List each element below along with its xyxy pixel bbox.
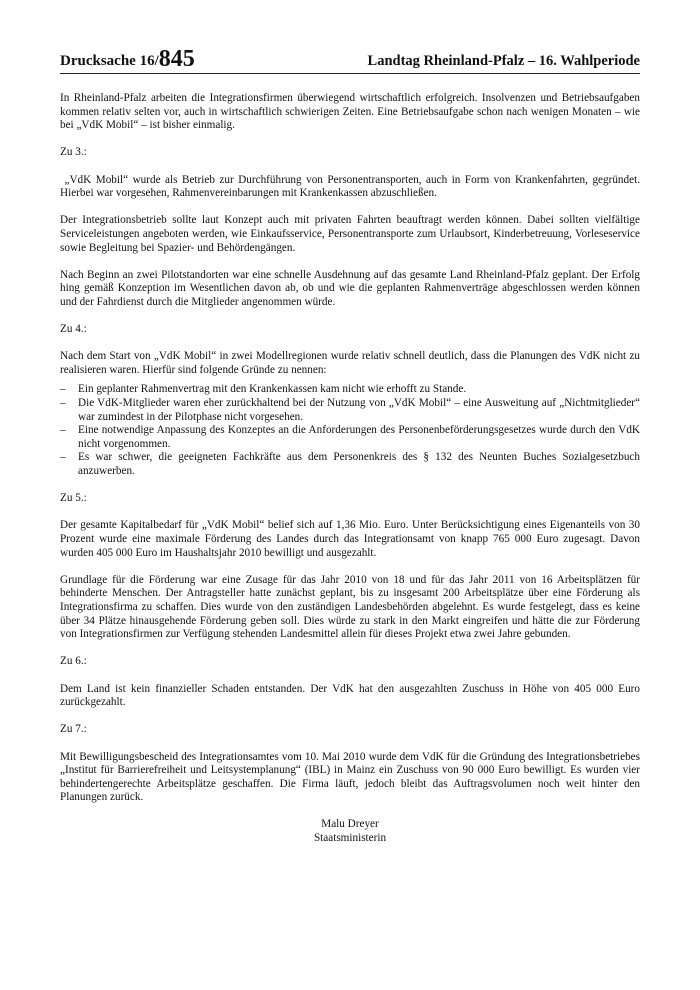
document-number-value: 845	[158, 46, 195, 72]
list-item-text: Die VdK-Mitglieder waren eher zurückhaltend bei der Nutzung von „VdK Mobil“ – eine Ausweitung auf „Nichtmitglieder“ war zumindest in der Pilotphase nicht vorgesehen.	[78, 397, 640, 423]
dash-bullet: –	[60, 424, 66, 437]
zu-5-paragraph-1: Der gesamte Kapitalbedarf für „VdK Mobil“ belief sich auf 1,36 Mio. Euro. Unter Berücksichtigung eines Eigenanteils von 30 Prozent wurde eine maximale Förderung des Landes durch das Integrationsamt von knapp 765 000 Euro zugesagt. Davon wurden 405 000 Euro im Haushaltsjahr 2010 bewilligt und ausgezahlt.	[60, 519, 640, 559]
zu-3-paragraph-3: Nach Beginn an zwei Pilotstandorten war eine schnelle Ausdehnung auf das gesamte Land Rheinland-Pfalz geplant. Der Erfolg hing gemäß Konzeption im Wesentlichen davon ab, ob und wie die geplanten Rahmenverträge abgeschlossen werden können und der Fahrdienst durch die Mitglieder angenommen würde.	[60, 268, 640, 308]
list-item-text: Eine notwendige Anpassung des Konzeptes an die Anforderungen des Personenbeförderungsgesetzes wurde durch den VdK nicht vorgenommen.	[78, 424, 640, 450]
zu-5-paragraph-2: Grundlage für die Förderung war eine Zusage für das Jahr 2010 von 18 und für das Jahr 2011 von 16 Arbeitsplätzen für behinderte Menschen. Der Antragsteller hatte zunächst geplant, bis zu insgesamt 200 Arbeitsplätze über eine Förderung als Integrationsfirma zu schaffen. Dies wurde von den zuständigen Landesbehörden abgelehnt. Es wurde festgelegt, dass es keine über 34 Plätze hinausgehende Förderung geben soll. Dies würde zu stark in den Markt eingreifen und hätte die zur Förderung von Integrationsfirmen zur Verfügung stehenden Landesmittel allein für dieses Projekt etwa zwei Jahre gebunden.	[60, 573, 640, 641]
zu-6-paragraph-1: Dem Land ist kein finanzieller Schaden entstanden. Der VdK hat den ausgezahlten Zuschuss in Höhe von 405 000 Euro zurückgezahlt.	[60, 682, 640, 709]
zu-3-paragraph-2: Der Integrationsbetrieb sollte laut Konzept auch mit privaten Fahrten beauftragt werden können. Dabei sollten vielfältige Serviceleistungen angeboten werden, wie Einkaufsservice, Personentransporte zum Urlaubsort, Kinderbetreuung, Vorleseservice sowie Begleitung bei Spazier- und Behördengängen.	[60, 214, 640, 254]
signatory-name: Malu Dreyer	[321, 818, 379, 831]
zu-4-reasons-list	[60, 383, 640, 478]
list-item	[60, 383, 640, 397]
dash-bullet: –	[60, 397, 66, 410]
zu-7-paragraph-1: Mit Bewilligungsbescheid des Integrationsamtes vom 10. Mai 2010 wurde dem VdK für die Gründung des Integrationsbetriebes „Institut für Barrierefreiheit und Leitsystemplanung“ (IBL) in Mainz ein Zuschuss von 90 000 Euro bewilligt. Es wurden vier behindertengerechte Arbeitsplätze geschaffen. Die Firma läuft, jedoch bleibt das Auftragsvolumen noch weit hinter den Planungen zurück.	[60, 750, 640, 804]
zu-3-paragraph-1: „VdK Mobil“ wurde als Betrieb zur Durchführung von Personentransporten, auch in Form von Krankenfahrten, gegründet. Hierbei war vorgesehen, Rahmenvereinbarungen mit Krankenkassen abzuschließen.	[60, 173, 643, 200]
section-heading-zu-6: Zu 6.:	[60, 655, 87, 668]
list-item-text: Es war schwer, die geeigneten Fachkräfte aus dem Personenkreis des § 132 des Neunten Buches Sozialgesetzbuch anzuwerben.	[78, 451, 640, 478]
signatory-title: Staatsministerin	[313, 832, 387, 845]
section-heading-zu-3: Zu 3.:	[60, 146, 87, 159]
list-item-text: Ein geplanter Rahmenvertrag mit den Krankenkassen kam nicht wie erhofft zu Stande.	[78, 383, 467, 396]
zu-4-paragraph-1: Nach dem Start von „VdK Mobil“ in zwei Modellregionen wurde relativ schnell deutlich, dass die Planungen des VdK nicht zu realisieren waren. Hierfür sind folgende Gründe zu nennen:	[60, 350, 640, 376]
list-item	[60, 424, 640, 451]
list-item	[60, 397, 640, 424]
document-body	[60, 92, 643, 846]
section-heading-zu-5: Zu 5.:	[60, 492, 87, 505]
header-divider	[60, 73, 640, 74]
dash-bullet: –	[60, 451, 66, 464]
list-item	[60, 451, 640, 478]
section-heading-zu-7: Zu 7.:	[60, 723, 87, 736]
document-number	[60, 48, 195, 70]
parliament-title: Landtag Rheinland-Pfalz – 16. Wahlperiode	[367, 53, 640, 69]
page-header	[60, 44, 640, 70]
document-number-prefix: Drucksache 16/	[60, 53, 159, 69]
section-heading-zu-4: Zu 4.:	[60, 323, 87, 336]
signature-block	[60, 818, 640, 845]
intro-paragraph: In Rheinland-Pfalz arbeiten die Integrationsfirmen überwiegend wirtschaftlich erfolgreich. Insolvenzen und Betriebsaufgaben kommen relativ selten vor, auch in wirtschaftlich schwierigen Zeiten. Eine Betriebsaufgabe schon nach wenigen Monaten – wie bei „VdK Mobil“ – ist bisher einmalig.	[60, 92, 640, 132]
dash-bullet: –	[60, 383, 66, 396]
